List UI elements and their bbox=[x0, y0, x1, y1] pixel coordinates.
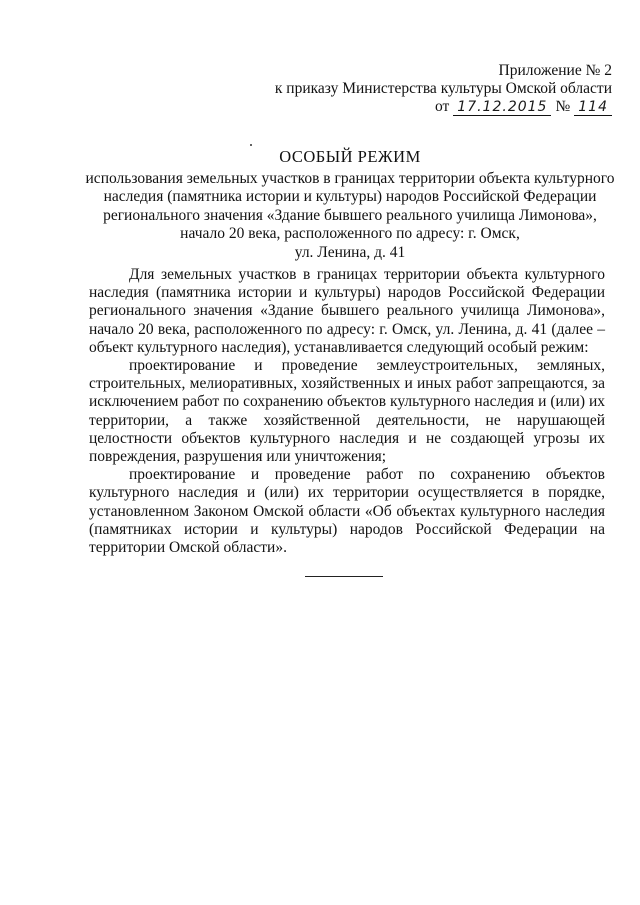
body-paragraph: Для земельных участков в границах территории объекта культурного наследия (памятника истории и культуры) народов Российской Федерации регионального значения «Здание бывшего реального училища Лимонова», начало 20 века, расположенного по адресу: г. Омск, ул. Ленина, д. 41 (далее – объект культурного наследия), устанавливается следующий особый режим: bbox=[89, 266, 605, 356]
order-reference: к приказу Министерства культуры Омской области bbox=[274, 80, 612, 97]
title-line: использования земельных участков в границах территории объекта культурного bbox=[85, 169, 615, 187]
appendix-number: Приложение № 2 bbox=[498, 62, 612, 79]
document-body bbox=[89, 266, 605, 557]
number-prefix: № bbox=[555, 98, 571, 115]
title-main: ОСОБЫЙ РЕЖИМ bbox=[279, 147, 421, 166]
body-paragraph: проектирование и проведение работ по сохранению объектов культурного наследия и (или) их территории осуществляется в порядке, установленном Законом Омской области «Об объектах культурного наследия (памятниках истории и культуры) народов Российской Федерации на территории Омской области». bbox=[89, 466, 605, 557]
handwritten-number: 114 bbox=[574, 99, 612, 116]
title-line: наследия (памятника истории и культуры) народов Российской Федерации bbox=[103, 188, 597, 205]
date-prefix: от bbox=[434, 98, 450, 115]
handwritten-date: 17.12.2015 bbox=[453, 99, 551, 116]
appendix-header bbox=[275, 62, 612, 116]
body-paragraph: проектирование и проведение землеустроительных, земляных, строительных, мелиоративных, хозяйственных и иных работ запрещаются, за исключением работ по сохранению объектов культурного наследия и (или) их территории, а также хозяйственной деятельности, не нарушающей целостности объектов культурного наследия и не создающей угрозы их повреждения, разрушения или уничтожения; bbox=[89, 357, 605, 466]
document-title bbox=[70, 148, 630, 262]
scan-speck bbox=[250, 144, 252, 146]
title-line: начало 20 века, расположенного по адресу: г. Омск, bbox=[180, 225, 520, 242]
order-date-line bbox=[275, 98, 612, 116]
end-divider bbox=[305, 576, 383, 577]
title-line: регионального значения «Здание бывшего реального училища Лимонова», bbox=[103, 206, 597, 224]
title-line: ул. Ленина, д. 41 bbox=[294, 243, 406, 261]
